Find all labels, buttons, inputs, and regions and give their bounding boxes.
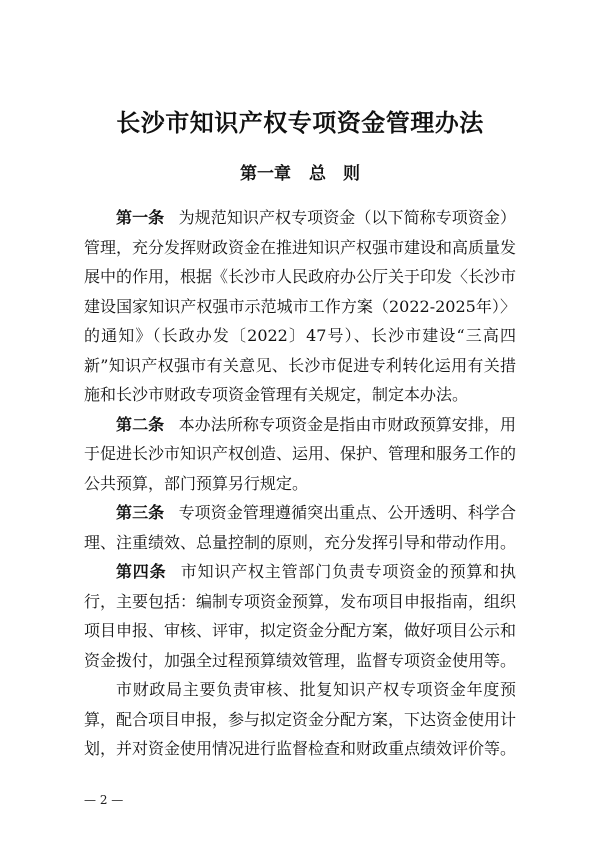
article-1 [84, 203, 516, 410]
article-4 [84, 557, 516, 675]
article-label: 第二条 [116, 414, 165, 434]
article-text: 为规范知识产权专项资金（以下简称专项资金）管理，充分发挥财政资金在推进知识产权强市建设和高质量发展中的作用，根据《长沙市人民政府办公厅关于印发〈长沙市建设国家知识产权强市示范城市工作方案（2022-2025年）〉的通知》（长政办发〔2022〕47号）、长沙市建设“三高四新”知识产权强市有关意见、长沙市促进专利转化运用有关措施和长沙市财政专项资金管理有关规定，制定本办法。 [84, 208, 517, 404]
article-text: 专项资金管理遵循突出重点、公开透明、科学合理、注重绩效、总量控制的原则，充分发挥引导和带动作用。 [84, 503, 517, 552]
article-text: 市知识产权主管部门负责专项资金的预算和执行，主要包括：编制专项资金预算，发布项目申报指南，组织项目申报、审核、评审，拟定资金分配方案，做好项目公示和资金拨付，加强全过程预算绩效管理，监督专项资金使用等。 [84, 562, 517, 670]
article-3 [84, 498, 516, 557]
article-2 [84, 410, 516, 499]
article-label: 第一条 [116, 208, 165, 227]
chapter-number: 第一章 [240, 164, 291, 184]
chapter-name: 总 则 [309, 164, 360, 184]
article-4-continuation [84, 675, 516, 764]
page-number: — 2 — [84, 793, 124, 807]
article-text: 本办法所称专项资金是指由市财政预算安排，用于促进长沙市知识产权创造、运用、保护、管理和服务工作的公共预算，部门预算另行规定。 [84, 414, 517, 493]
document-body [84, 203, 516, 764]
paragraph-text: 市财政局主要负责审核、批复知识产权专项资金年度预算，配合项目申报，参与拟定资金分配方案，下达资金使用计划，并对资金使用情况进行监督检查和财政重点绩效评价等。 [84, 680, 517, 758]
chapter-heading [0, 162, 600, 186]
article-label: 第三条 [116, 503, 165, 522]
document-title: 长沙市知识产权专项资金管理办法 [116, 108, 484, 137]
article-label: 第四条 [116, 562, 167, 581]
